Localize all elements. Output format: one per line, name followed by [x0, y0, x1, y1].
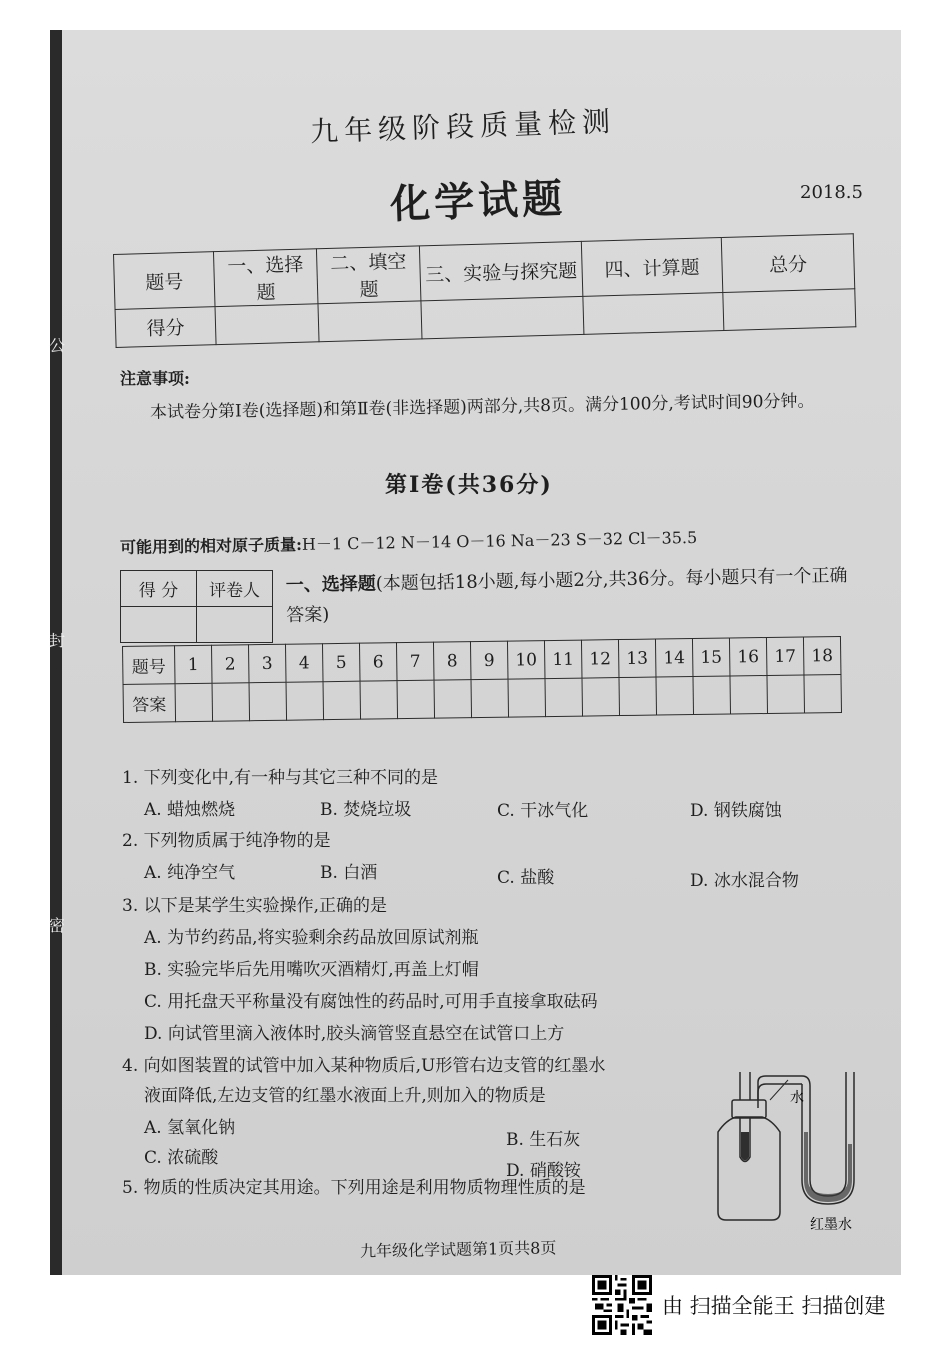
section-label: 一、选择题: [285, 573, 376, 596]
answer-table-number: 11: [544, 640, 582, 679]
question-stem: 1. 下列变化中,有一种与其它三种不同的是: [122, 768, 439, 788]
notes-text: 本试卷分第Ⅰ卷(选择题)和第Ⅱ卷(非选择题)两部分,共8页。满分100分,考试时间90分钟。: [149, 391, 815, 423]
answer-table-number: 5: [322, 643, 360, 682]
score-table-score-label: 得分: [115, 307, 216, 348]
answer-cell: [508, 679, 546, 718]
binding-margin: [50, 30, 62, 1275]
scanner-credit: [592, 1275, 885, 1335]
answer-cell: [582, 678, 620, 717]
section-desc-text: (本题包括18小题,每小题2分,共36分。每小题只有一个正确答案): [286, 565, 848, 626]
atomic-masses-label: 可能用到的相对原子质量:: [119, 534, 303, 558]
question-option: B. 白酒: [320, 863, 378, 883]
grader-table: [120, 570, 273, 643]
question-option: B. 实验完毕后先用嘴吹灭酒精灯,再盖上灯帽: [144, 960, 479, 980]
score-cell: [215, 304, 319, 345]
answer-cell: [804, 674, 842, 713]
question-option: D. 向试管里滴入液体时,胶头滴管竖直悬空在试管口上方: [144, 1024, 565, 1044]
answer-cell: [619, 677, 657, 716]
water-label: 水: [790, 1090, 804, 1106]
score-table: [113, 233, 856, 348]
question-option: B. 焚烧垃圾: [320, 800, 412, 820]
answer-cell: [656, 677, 694, 716]
question-stem: 液面降低,左边支管的红墨水液面上升,则加入的物质是: [144, 1086, 546, 1106]
grader-name-cell: [197, 607, 273, 643]
answer-table-number: 12: [581, 640, 619, 679]
page-footer: 九年级化学试题第1页共8页: [359, 1238, 557, 1261]
answer-table-number: 15: [692, 638, 730, 677]
part-title: 第Ⅰ卷(共36分): [385, 472, 553, 498]
subject-title: 化学试题: [389, 174, 567, 229]
question-option: A. 蜡烛燃烧: [144, 800, 236, 820]
grader-score-label: 得 分: [121, 571, 197, 607]
score-table-col: 四、计算题: [581, 238, 722, 297]
answer-table-number: 3: [248, 644, 286, 683]
question-stem: 4. 向如图装置的试管中加入某种物质后,U形管右边支管的红墨水: [122, 1056, 606, 1076]
question-stem: 3. 以下是某学生实验操作,正确的是: [122, 896, 388, 916]
question-option: A. 为节约药品,将实验剩余药品放回原试剂瓶: [144, 928, 479, 948]
answer-cell: [286, 682, 324, 721]
score-table-col: 三、实验与探究题: [419, 241, 582, 301]
score-table-col: 二、填空题: [316, 246, 420, 304]
answer-table-number: 17: [766, 637, 804, 676]
answer-table-number: 1: [175, 645, 213, 684]
binding-char: 封: [48, 631, 65, 650]
answer-table-number: 10: [507, 641, 545, 680]
answer-table-number: 6: [359, 643, 397, 682]
exam-paper: [50, 30, 901, 1275]
scanner-credit-text: 由 扫描全能王 扫描创建: [662, 1294, 886, 1318]
answer-cell: [693, 676, 731, 715]
answer-table: [122, 636, 842, 723]
atomic-masses: [120, 525, 698, 558]
answer-table-number: 9: [470, 641, 508, 680]
answer-table-number: 2: [211, 645, 249, 684]
answer-cell: [545, 678, 583, 717]
grader-name-label: 评卷人: [197, 571, 273, 607]
question-option: D. 钢铁腐蚀: [690, 801, 782, 821]
answer-cell: [434, 680, 472, 719]
question-option: B. 生石灰: [506, 1130, 581, 1150]
grader-score-cell: [121, 607, 197, 643]
answer-table-number: 8: [433, 642, 471, 681]
score-table-col: 一、选择题: [213, 249, 317, 307]
atomic-masses-values: H－1 C－12 N－14 O－16 Na－23 S－32 Cl－35.5: [301, 527, 698, 554]
score-cell: [421, 296, 584, 339]
answer-table-number: 13: [618, 639, 656, 678]
question-option: C. 浓硫酸: [144, 1148, 219, 1168]
section-description: [286, 561, 857, 631]
answer-table-number: 16: [729, 638, 767, 677]
answer-table-number: 4: [285, 644, 323, 683]
answer-cell: [249, 682, 287, 721]
binding-char: 公: [48, 336, 65, 355]
question-option: C. 盐酸: [497, 868, 555, 888]
u-tube-apparatus-diagram: [710, 1062, 880, 1233]
notes-heading: 注意事项:: [120, 369, 190, 388]
answer-cell: [175, 683, 213, 722]
answer-table-answer-label: 答案: [123, 684, 176, 723]
question-option: C. 干冰气化: [497, 801, 589, 821]
qr-code-icon: [592, 1275, 652, 1335]
answer-table-number: 14: [655, 639, 693, 678]
answer-table-number-label: 题号: [123, 646, 176, 685]
question-option: D. 冰水混合物: [690, 871, 799, 891]
exam-name: 九年级阶段质量检测: [309, 104, 617, 149]
score-table-col: 总分: [721, 234, 854, 293]
answer-cell: [730, 675, 768, 714]
question-option: A. 纯净空气: [144, 863, 236, 883]
binding-char: 密: [48, 916, 65, 935]
red-ink-label: 红墨水: [810, 1217, 852, 1233]
answer-table-number: 18: [803, 636, 841, 675]
answer-cell: [397, 680, 435, 719]
answer-table-number: 7: [396, 642, 434, 681]
score-table-row-label: 题号: [114, 252, 215, 310]
answer-cell: [323, 681, 361, 720]
question-option: C. 用托盘天平称量没有腐蚀性的药品时,可用手直接拿取砝码: [144, 992, 598, 1012]
score-cell: [318, 301, 422, 342]
answer-cell: [767, 675, 805, 714]
question-option: A. 氢氧化钠: [144, 1118, 236, 1138]
exam-date: 2018.5: [800, 182, 863, 203]
answer-cell: [360, 681, 398, 720]
question-stem: 2. 下列物质属于纯净物的是: [122, 831, 331, 851]
question-option: D. 硝酸铵: [506, 1161, 581, 1181]
answer-cell: [471, 679, 509, 718]
answer-cell: [212, 683, 250, 722]
score-cell: [583, 292, 724, 334]
score-cell: [723, 289, 856, 331]
question-stem: 5. 物质的性质决定其用途。下列用途是利用物质物理性质的是: [122, 1178, 586, 1198]
